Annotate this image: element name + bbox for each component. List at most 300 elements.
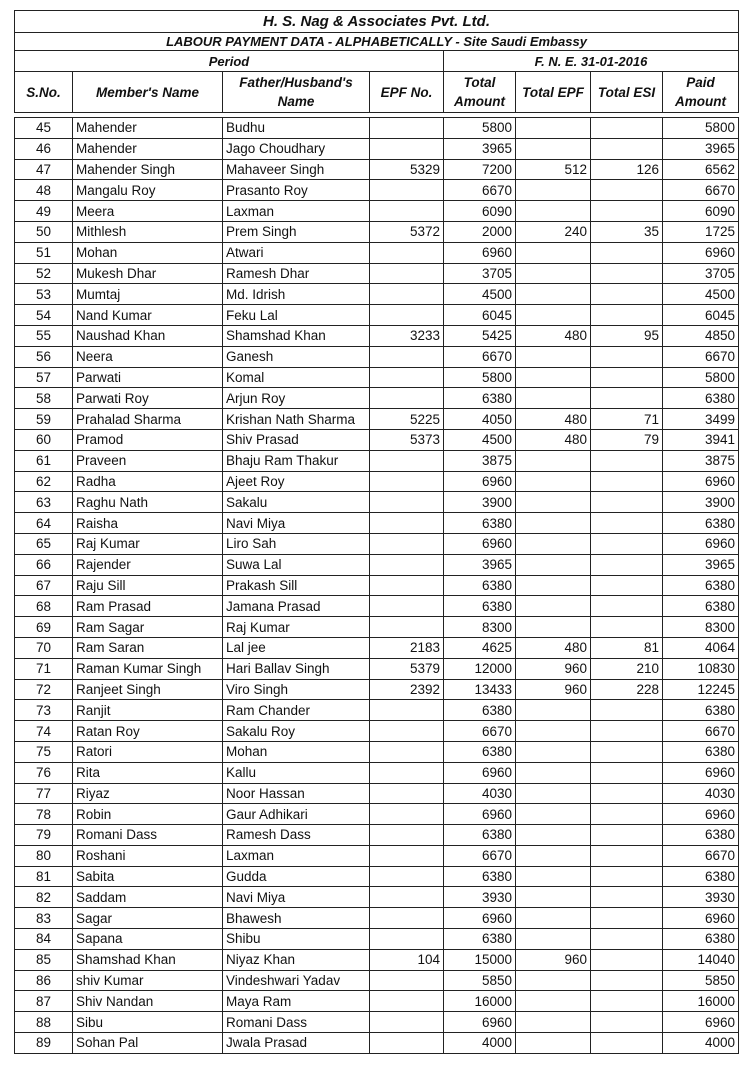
table-row (15, 1033, 739, 1054)
row-total-epf (516, 471, 591, 492)
row-total-amount: 6960 (444, 762, 516, 783)
row-total-epf (516, 346, 591, 367)
table-row (15, 866, 739, 887)
row-paid-amount: 6380 (663, 388, 739, 409)
row-member-name: Sohan Pal (73, 1033, 223, 1054)
row-total-amount: 6670 (444, 845, 516, 866)
row-sno: 75 (15, 741, 73, 762)
row-paid-amount: 6380 (663, 929, 739, 950)
row-total-esi: 126 (591, 159, 663, 180)
row-total-esi (591, 1033, 663, 1054)
row-father-name: Hari Ballav Singh (223, 658, 370, 679)
table-row (15, 388, 739, 409)
payment-table (14, 10, 739, 1054)
row-father-name: Maya Ram (223, 991, 370, 1012)
row-father-name: Laxman (223, 201, 370, 222)
table-row (15, 617, 739, 638)
row-member-name: Parwati Roy (73, 388, 223, 409)
row-total-esi (591, 783, 663, 804)
row-total-esi (591, 700, 663, 721)
table-row (15, 305, 739, 326)
row-father-name: Md. Idrish (223, 284, 370, 305)
row-total-esi: 79 (591, 429, 663, 450)
row-paid-amount: 6960 (663, 762, 739, 783)
row-member-name: Sapana (73, 929, 223, 950)
row-sno: 50 (15, 221, 73, 242)
row-sno: 73 (15, 700, 73, 721)
row-total-esi (591, 596, 663, 617)
row-total-epf: 960 (516, 658, 591, 679)
row-sno: 77 (15, 783, 73, 804)
row-total-esi: 35 (591, 221, 663, 242)
row-father-name: Prasanto Roy (223, 180, 370, 201)
row-member-name: Mahender (73, 138, 223, 159)
row-sno: 62 (15, 471, 73, 492)
table-row (15, 596, 739, 617)
row-father-name: Ramesh Dass (223, 825, 370, 846)
row-epf-no: 5379 (370, 658, 444, 679)
table-row (15, 492, 739, 513)
row-total-esi (591, 263, 663, 284)
row-total-epf (516, 367, 591, 388)
row-total-epf (516, 804, 591, 825)
row-father-name: Viro Singh (223, 679, 370, 700)
row-member-name: Sagar (73, 908, 223, 929)
row-paid-amount: 5850 (663, 970, 739, 991)
row-total-esi (591, 617, 663, 638)
row-total-esi: 81 (591, 637, 663, 658)
row-sno: 70 (15, 637, 73, 658)
table-row (15, 575, 739, 596)
table-row (15, 721, 739, 742)
row-father-name: Jago Choudhary (223, 138, 370, 159)
row-total-amount: 16000 (444, 991, 516, 1012)
row-member-name: Meera (73, 201, 223, 222)
row-total-epf (516, 866, 591, 887)
row-epf-no (370, 180, 444, 201)
row-member-name: Riyaz (73, 783, 223, 804)
row-epf-no (370, 887, 444, 908)
row-total-amount: 4500 (444, 429, 516, 450)
row-paid-amount: 6380 (663, 513, 739, 534)
table-row (15, 118, 739, 139)
row-sno: 52 (15, 263, 73, 284)
row-member-name: Mukesh Dhar (73, 263, 223, 284)
row-paid-amount: 6670 (663, 845, 739, 866)
row-sno: 63 (15, 492, 73, 513)
row-total-esi (591, 201, 663, 222)
col-paid-amount-header: Paid Amount (663, 72, 739, 113)
row-total-epf (516, 284, 591, 305)
row-father-name: Mahaveer Singh (223, 159, 370, 180)
company-title-row (15, 11, 739, 33)
row-total-epf (516, 575, 591, 596)
table-row (15, 970, 739, 991)
row-member-name: Romani Dass (73, 825, 223, 846)
row-total-esi (591, 471, 663, 492)
row-total-amount: 4030 (444, 783, 516, 804)
row-sno: 81 (15, 866, 73, 887)
row-paid-amount: 6380 (663, 700, 739, 721)
row-total-amount: 13433 (444, 679, 516, 700)
row-member-name: Neera (73, 346, 223, 367)
row-total-esi (591, 118, 663, 139)
row-total-esi (591, 284, 663, 305)
row-paid-amount: 3930 (663, 887, 739, 908)
row-member-name: Ratan Roy (73, 721, 223, 742)
table-row (15, 554, 739, 575)
row-paid-amount: 6045 (663, 305, 739, 326)
row-father-name: Jwala Prasad (223, 1033, 370, 1054)
row-father-name: Sakalu Roy (223, 721, 370, 742)
row-epf-no (370, 866, 444, 887)
row-father-name: Vindeshwari Yadav (223, 970, 370, 991)
row-total-esi (591, 949, 663, 970)
row-member-name: shiv Kumar (73, 970, 223, 991)
row-member-name: Ratori (73, 741, 223, 762)
row-paid-amount: 6090 (663, 201, 739, 222)
row-father-name: Atwari (223, 242, 370, 263)
row-total-amount: 6380 (444, 700, 516, 721)
subtitle-row (15, 33, 739, 51)
row-member-name: Prahalad Sharma (73, 409, 223, 430)
row-epf-no (370, 1012, 444, 1033)
row-paid-amount: 6380 (663, 866, 739, 887)
row-total-amount: 6670 (444, 180, 516, 201)
row-paid-amount: 6960 (663, 908, 739, 929)
row-epf-no (370, 242, 444, 263)
row-member-name: Raisha (73, 513, 223, 534)
table-row (15, 908, 739, 929)
row-total-epf (516, 908, 591, 929)
row-father-name: Bhawesh (223, 908, 370, 929)
row-paid-amount: 3705 (663, 263, 739, 284)
row-sno: 82 (15, 887, 73, 908)
row-total-epf (516, 887, 591, 908)
row-sno: 54 (15, 305, 73, 326)
row-father-name: Lal jee (223, 637, 370, 658)
row-sno: 55 (15, 325, 73, 346)
table-row (15, 637, 739, 658)
payment-sheet (14, 10, 738, 1054)
row-total-epf (516, 263, 591, 284)
row-sno: 76 (15, 762, 73, 783)
row-total-esi (591, 991, 663, 1012)
row-member-name: Rajender (73, 554, 223, 575)
row-father-name: Sakalu (223, 492, 370, 513)
row-total-amount: 5425 (444, 325, 516, 346)
row-member-name: Raghu Nath (73, 492, 223, 513)
row-epf-no (370, 762, 444, 783)
row-total-amount: 6380 (444, 596, 516, 617)
row-paid-amount: 6960 (663, 471, 739, 492)
row-paid-amount: 6960 (663, 242, 739, 263)
row-total-epf (516, 492, 591, 513)
row-father-name: Laxman (223, 845, 370, 866)
row-epf-no: 3233 (370, 325, 444, 346)
row-epf-no (370, 617, 444, 638)
row-father-name: Mohan (223, 741, 370, 762)
row-total-amount: 6380 (444, 929, 516, 950)
col-father-header: Father/Husband's Name (223, 72, 370, 113)
table-row (15, 533, 739, 554)
table-row (15, 409, 739, 430)
row-total-epf (516, 1033, 591, 1054)
row-father-name: Budhu (223, 118, 370, 139)
row-sno: 47 (15, 159, 73, 180)
row-total-amount: 4625 (444, 637, 516, 658)
row-total-epf: 512 (516, 159, 591, 180)
row-total-esi: 228 (591, 679, 663, 700)
row-total-amount: 12000 (444, 658, 516, 679)
row-sno: 58 (15, 388, 73, 409)
row-total-epf (516, 991, 591, 1012)
col-total-epf-header: Total EPF (516, 72, 591, 113)
row-total-amount: 5800 (444, 118, 516, 139)
row-sno: 65 (15, 533, 73, 554)
row-sno: 60 (15, 429, 73, 450)
table-row (15, 845, 739, 866)
row-total-esi (591, 741, 663, 762)
row-member-name: Ranjeet Singh (73, 679, 223, 700)
row-sno: 57 (15, 367, 73, 388)
row-epf-no (370, 908, 444, 929)
row-father-name: Suwa Lal (223, 554, 370, 575)
row-member-name: Shamshad Khan (73, 949, 223, 970)
row-paid-amount: 4500 (663, 284, 739, 305)
row-father-name: Kallu (223, 762, 370, 783)
row-father-name: Bhaju Ram Thakur (223, 450, 370, 471)
row-member-name: Pramod (73, 429, 223, 450)
row-father-name: Navi Miya (223, 513, 370, 534)
row-total-amount: 5850 (444, 970, 516, 991)
row-paid-amount: 6380 (663, 825, 739, 846)
table-row (15, 263, 739, 284)
table-row (15, 367, 739, 388)
row-total-esi (591, 367, 663, 388)
row-total-epf (516, 533, 591, 554)
row-paid-amount: 6380 (663, 575, 739, 596)
row-epf-no (370, 825, 444, 846)
row-paid-amount: 5800 (663, 367, 739, 388)
row-father-name: Jamana Prasad (223, 596, 370, 617)
row-total-epf: 960 (516, 679, 591, 700)
row-epf-no (370, 513, 444, 534)
row-paid-amount: 6562 (663, 159, 739, 180)
row-epf-no (370, 700, 444, 721)
row-total-amount: 6670 (444, 721, 516, 742)
row-father-name: Gudda (223, 866, 370, 887)
row-member-name: Ranjit (73, 700, 223, 721)
row-member-name: Mohan (73, 242, 223, 263)
row-total-esi (591, 242, 663, 263)
row-total-amount: 6960 (444, 471, 516, 492)
row-total-epf (516, 242, 591, 263)
row-paid-amount: 4000 (663, 1033, 739, 1054)
col-sno-header: S.No. (15, 72, 73, 113)
row-member-name: Mumtaj (73, 284, 223, 305)
row-member-name: Naushad Khan (73, 325, 223, 346)
row-epf-no (370, 596, 444, 617)
row-total-amount: 5800 (444, 367, 516, 388)
report-subtitle: LABOUR PAYMENT DATA - ALPHABETICALLY - Site Saudi Embassy (15, 33, 739, 51)
row-total-amount: 6380 (444, 825, 516, 846)
table-row (15, 887, 739, 908)
row-sno: 69 (15, 617, 73, 638)
row-sno: 74 (15, 721, 73, 742)
row-total-amount: 15000 (444, 949, 516, 970)
row-paid-amount: 6380 (663, 741, 739, 762)
row-paid-amount: 6670 (663, 721, 739, 742)
row-total-epf: 960 (516, 949, 591, 970)
row-total-epf (516, 700, 591, 721)
row-epf-no (370, 138, 444, 159)
row-father-name: Komal (223, 367, 370, 388)
row-total-esi (591, 721, 663, 742)
row-member-name: Robin (73, 804, 223, 825)
row-total-esi (591, 305, 663, 326)
table-row (15, 450, 739, 471)
row-paid-amount: 4850 (663, 325, 739, 346)
row-epf-no (370, 533, 444, 554)
table-row (15, 429, 739, 450)
row-epf-no (370, 991, 444, 1012)
row-member-name: Mithlesh (73, 221, 223, 242)
row-epf-no (370, 450, 444, 471)
row-epf-no (370, 783, 444, 804)
period-value: F. N. E. 31-01-2016 (444, 51, 739, 72)
row-epf-no (370, 970, 444, 991)
row-total-amount: 3965 (444, 138, 516, 159)
row-sno: 51 (15, 242, 73, 263)
period-row (15, 51, 739, 72)
row-sno: 48 (15, 180, 73, 201)
row-epf-no: 2392 (370, 679, 444, 700)
row-member-name: Sibu (73, 1012, 223, 1033)
row-member-name: Raman Kumar Singh (73, 658, 223, 679)
row-total-epf (516, 118, 591, 139)
row-epf-no (370, 554, 444, 575)
row-total-esi: 71 (591, 409, 663, 430)
row-total-amount: 3930 (444, 887, 516, 908)
row-total-amount: 4000 (444, 1033, 516, 1054)
row-total-epf (516, 741, 591, 762)
table-row (15, 138, 739, 159)
row-paid-amount: 3875 (663, 450, 739, 471)
row-member-name: Ram Prasad (73, 596, 223, 617)
row-paid-amount: 6960 (663, 533, 739, 554)
row-total-epf: 480 (516, 325, 591, 346)
row-epf-no: 104 (370, 949, 444, 970)
row-member-name: Saddam (73, 887, 223, 908)
company-title: H. S. Nag & Associates Pvt. Ltd. (15, 11, 739, 33)
row-total-amount: 6380 (444, 388, 516, 409)
row-total-esi (591, 929, 663, 950)
row-epf-no (370, 346, 444, 367)
row-paid-amount: 6960 (663, 1012, 739, 1033)
row-sno: 61 (15, 450, 73, 471)
row-father-name: Niyaz Khan (223, 949, 370, 970)
row-father-name: Shamshad Khan (223, 325, 370, 346)
row-epf-no (370, 804, 444, 825)
row-sno: 72 (15, 679, 73, 700)
row-total-esi (591, 804, 663, 825)
row-epf-no (370, 721, 444, 742)
row-total-epf (516, 845, 591, 866)
row-epf-no (370, 741, 444, 762)
row-total-amount: 7200 (444, 159, 516, 180)
row-father-name: Raj Kumar (223, 617, 370, 638)
row-total-amount: 6380 (444, 866, 516, 887)
row-sno: 85 (15, 949, 73, 970)
row-father-name: Arjun Roy (223, 388, 370, 409)
row-father-name: Romani Dass (223, 1012, 370, 1033)
row-epf-no (370, 284, 444, 305)
table-body (15, 118, 739, 1054)
row-sno: 78 (15, 804, 73, 825)
row-sno: 66 (15, 554, 73, 575)
row-sno: 64 (15, 513, 73, 534)
row-total-esi (591, 908, 663, 929)
row-sno: 71 (15, 658, 73, 679)
row-father-name: Liro Sah (223, 533, 370, 554)
table-row (15, 804, 739, 825)
row-member-name: Nand Kumar (73, 305, 223, 326)
row-total-esi (591, 575, 663, 596)
table-row (15, 700, 739, 721)
table-row (15, 949, 739, 970)
row-total-amount: 3875 (444, 450, 516, 471)
row-sno: 45 (15, 118, 73, 139)
row-total-amount: 6380 (444, 741, 516, 762)
table-row (15, 325, 739, 346)
col-total-amount-header: Total Amount (444, 72, 516, 113)
row-member-name: Radha (73, 471, 223, 492)
row-member-name: Ram Saran (73, 637, 223, 658)
row-sno: 86 (15, 970, 73, 991)
row-paid-amount: 10830 (663, 658, 739, 679)
row-total-esi (591, 970, 663, 991)
row-total-esi: 210 (591, 658, 663, 679)
row-total-esi (591, 450, 663, 471)
row-total-amount: 3965 (444, 554, 516, 575)
row-epf-no: 5225 (370, 409, 444, 430)
column-header-row (15, 72, 739, 113)
row-member-name: Raju Sill (73, 575, 223, 596)
row-total-epf (516, 1012, 591, 1033)
col-epf-no-header: EPF No. (370, 72, 444, 113)
row-total-epf (516, 180, 591, 201)
row-total-amount: 6045 (444, 305, 516, 326)
row-epf-no: 5372 (370, 221, 444, 242)
row-total-epf: 480 (516, 429, 591, 450)
row-epf-no (370, 492, 444, 513)
row-total-esi (591, 554, 663, 575)
row-sno: 89 (15, 1033, 73, 1054)
row-total-esi (591, 388, 663, 409)
table-row (15, 658, 739, 679)
row-epf-no (370, 388, 444, 409)
table-row (15, 242, 739, 263)
row-member-name: Raj Kumar (73, 533, 223, 554)
row-total-amount: 6380 (444, 513, 516, 534)
row-epf-no (370, 367, 444, 388)
row-sno: 88 (15, 1012, 73, 1033)
table-row (15, 783, 739, 804)
row-total-esi (591, 346, 663, 367)
row-total-esi (591, 180, 663, 201)
table-row (15, 346, 739, 367)
